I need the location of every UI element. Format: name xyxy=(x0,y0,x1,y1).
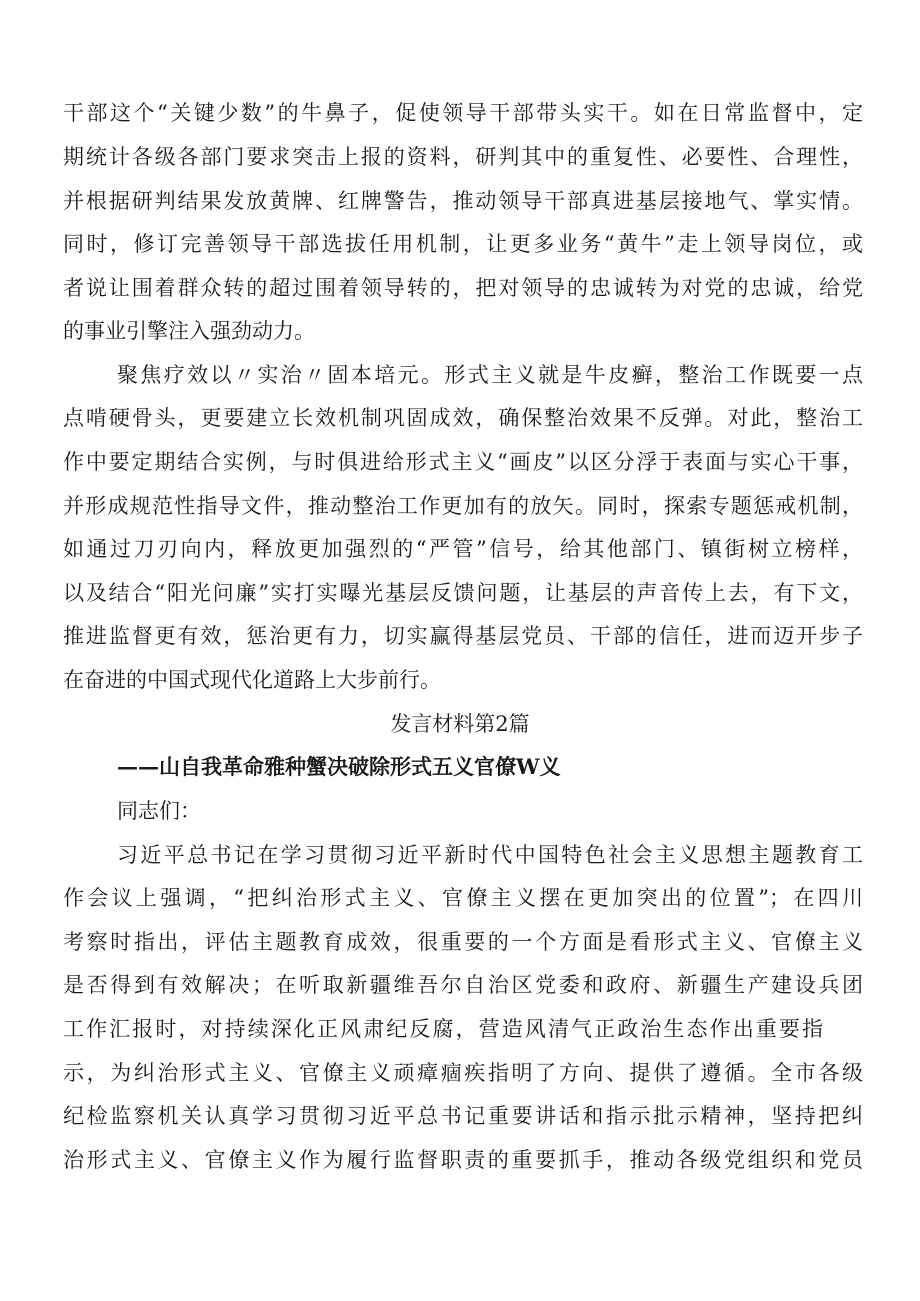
paragraph-3-line: 治形式主义、官僚主义作为履行监督职责的重要抓手，推动各级党组织和党员 xyxy=(63,1148,863,1172)
paragraph-2-line: 以及结合“阳光问廉”实打实曝光基层反馈问题，让基层的声音传上去，有下文， xyxy=(63,581,863,605)
paragraph-2-line: 并形成规范性指导文件，推动整治工作更加有的放矢。同时，探索专题惩戒机制， xyxy=(63,494,863,518)
paragraph-1-line: 并根据研判结果发放黄牌、红牌警告，推动领导干部真进基层接地气、掌实情。 xyxy=(63,189,863,213)
paragraph-2-line: 作中要定期结合实例，与时俱进给形式主义“画皮”以区分浮于表面与实心干事， xyxy=(63,450,863,474)
paragraph-3-line: 是否得到有效解决；在听取新疆维吾尔自治区党委和政府、新疆生产建设兵团 xyxy=(63,973,863,997)
paragraph-1-line: 期统计各级各部门要求突击上报的资料，研判其中的重复性、必要性、合理性， xyxy=(63,145,863,169)
paragraph-3-line: 纪检监察机关认真学习贯彻习近平总书记重要讲话和指示批示精神，坚持把纠 xyxy=(63,1104,863,1128)
paragraph-3-line: 考察时指出，评估主题教育成效，很重要的一个方面是看形式主义、官僚主义 xyxy=(63,930,863,954)
paragraph-3-line: 习近平总书记在学习贯彻习近平新时代中国特色社会主义思想主题教育工 xyxy=(117,843,863,867)
paragraph-3-line: 工作汇报时，对持续深化正风肃纪反腐，营造风清气正政治生态作出重要指 xyxy=(63,1017,823,1041)
paragraph-1-line: 者说让围着群众转的超过围着领导转的，把对领导的忠诚转为对党的忠诚，给党 xyxy=(63,276,863,300)
paragraph-1-line: 同时，修订完善领导干部选拔任用机制，让更多业务“黄牛”走上领导岗位，或 xyxy=(63,232,863,256)
subtitle: ——山自我革命雅种蟹决破除形式五义官僚W义 xyxy=(117,754,561,779)
paragraph-2-line: 聚焦疗效以〃实治〃固本培元。形式主义就是牛皮癣，整治工作既要一点 xyxy=(117,363,863,387)
paragraph-1-line: 的事业引擎注入强劲动力。 xyxy=(63,319,315,343)
paragraph-3-line: 示，为纠治形式主义、官僚主义顽瘴痼疾指明了方向、提供了遵循。全市各级 xyxy=(63,1061,863,1085)
section-title: 发言材料第2篇 xyxy=(390,712,530,736)
paragraph-1-line: 干部这个“关键少数”的牛鼻子，促使领导干部带头实干。如在日常监督中，定 xyxy=(63,101,863,125)
paragraph-2-line: 如通过刀刃向内，释放更加强烈的“严管”信号，给其他部门、镇街树立榜样， xyxy=(63,537,863,561)
greeting: 同志们： xyxy=(117,799,201,823)
paragraph-2-line: 推进监督更有效，惩治更有力，切实赢得基层党员、干部的信任，进而迈开步子 xyxy=(63,624,863,648)
paragraph-2-line: 点啃硬骨头，更要建立长效机制巩固成效，确保整治效果不反弹。对此，整治工 xyxy=(63,406,863,430)
paragraph-3-line: 作会议上强调，“把纠治形式主义、官僚主义摆在更加突出的位置”；在四川 xyxy=(63,886,863,910)
paragraph-2-line: 在奋进的中国式现代化道路上大步前行。 xyxy=(63,668,441,692)
